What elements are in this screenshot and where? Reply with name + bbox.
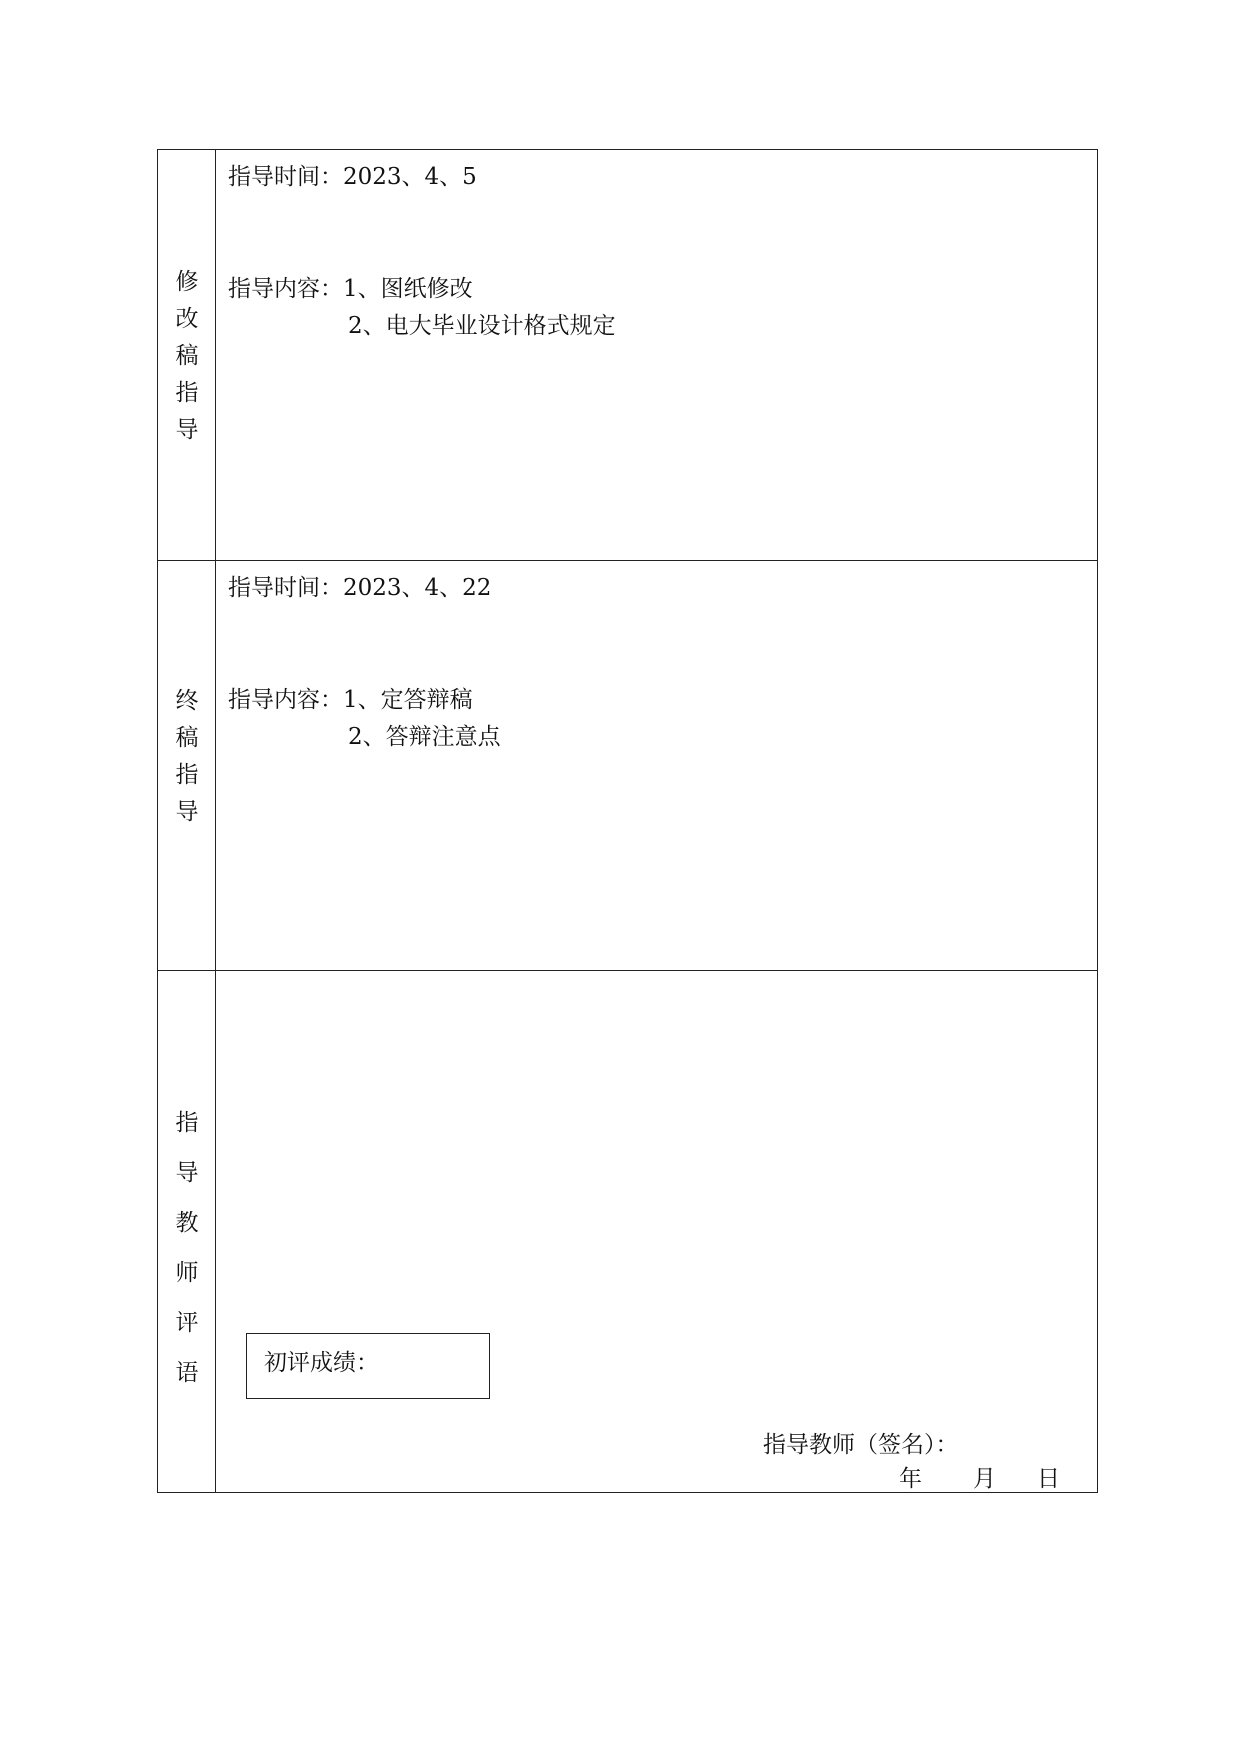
- preliminary-grade-box[interactable]: [246, 1333, 490, 1399]
- guidance-record-table: [157, 149, 1098, 1493]
- label-char: 导: [175, 1160, 199, 1186]
- final-guidance-label-cell: [158, 561, 216, 970]
- label-char: 教: [175, 1210, 199, 1236]
- label-char: 稿: [175, 343, 199, 369]
- label-char: 师: [175, 1260, 199, 1286]
- date-day-label: 日: [1037, 1466, 1060, 1492]
- label-char: 导: [175, 417, 199, 443]
- label-char: 改: [175, 306, 199, 332]
- date-month-label: 月: [973, 1466, 996, 1492]
- guidance-content-item-1: 指导内容：1、图纸修改: [228, 276, 473, 302]
- advisor-comment-row: [158, 971, 1097, 1492]
- label-char: 指: [175, 762, 199, 788]
- revision-guidance-row: [158, 150, 1097, 561]
- preliminary-grade-label: 初评成绩：: [264, 1350, 379, 1376]
- advisor-signature-label: 指导教师（签名）：: [763, 1432, 959, 1458]
- advisor-comment-label-cell: [158, 971, 216, 1492]
- label-char: 指: [175, 380, 199, 406]
- label-char: 稿: [175, 725, 199, 751]
- final-guidance-row: [158, 561, 1097, 971]
- label-char: 评: [175, 1310, 199, 1336]
- guidance-time: 指导时间：2023、4、5: [228, 164, 477, 190]
- label-char: 导: [175, 799, 199, 825]
- guidance-content-item-2: 2、电大毕业设计格式规定: [348, 313, 616, 339]
- label-char: 修: [175, 269, 199, 295]
- label-char: 语: [175, 1360, 199, 1386]
- advisor-comment-label: [158, 1098, 216, 1398]
- final-guidance-label: [158, 683, 216, 831]
- guidance-time: 指导时间：2023、4、22: [228, 575, 492, 601]
- date-year-label: 年: [899, 1466, 922, 1492]
- guidance-content-item-2: 2、答辩注意点: [348, 724, 501, 750]
- label-char: 指: [175, 1110, 199, 1136]
- label-char: 终: [175, 688, 199, 714]
- guidance-content-item-1: 指导内容：1、定答辩稿: [228, 687, 473, 713]
- revision-guidance-label-cell: [158, 150, 216, 560]
- revision-guidance-label: [158, 264, 216, 449]
